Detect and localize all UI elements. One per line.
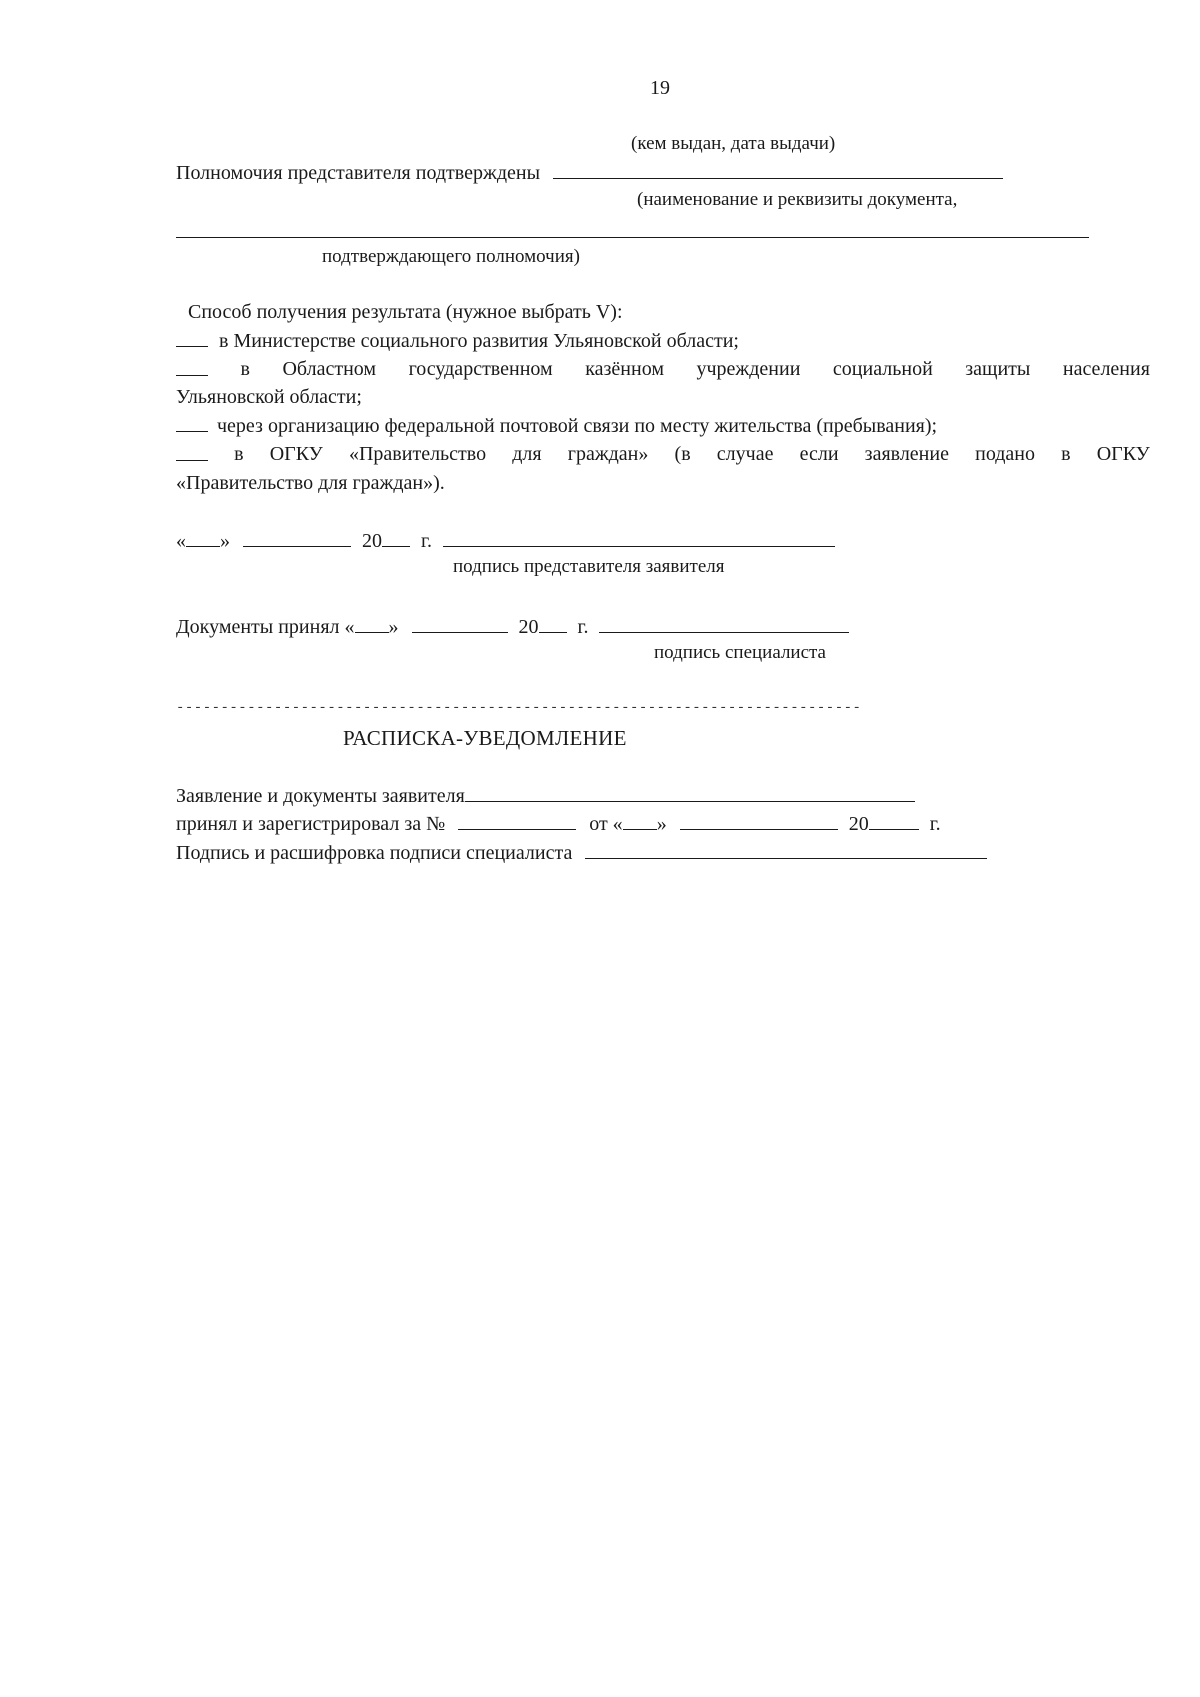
registration-number-field[interactable] bbox=[458, 811, 576, 830]
day-field[interactable] bbox=[186, 528, 220, 547]
year-prefix: 20 bbox=[848, 813, 869, 835]
word: в bbox=[234, 443, 244, 465]
word: ОГКУ bbox=[1096, 443, 1150, 465]
option-post-label: через организацию федеральной почтовой связи по месту жительства (пребывания); bbox=[217, 415, 938, 437]
receipt-signature-label: Подпись и расшифровка подписи специалиста bbox=[176, 842, 573, 864]
close-quote: » bbox=[656, 813, 667, 835]
close-quote: » bbox=[220, 530, 230, 552]
word: для bbox=[512, 443, 542, 465]
option-government-for-citizens bbox=[176, 442, 1150, 466]
document-caption: (наименование и реквизиты документа, bbox=[637, 189, 958, 210]
accepted-day-field[interactable] bbox=[355, 614, 389, 633]
accepted-label: Документы принял « bbox=[176, 616, 355, 638]
receipt-registered-row bbox=[176, 811, 941, 836]
option-post-checkbox[interactable] bbox=[176, 413, 208, 432]
receipt-year-field[interactable] bbox=[869, 811, 919, 830]
receipt-month-field[interactable] bbox=[680, 811, 838, 830]
cut-line: ----------------------------------------------------------------------------- bbox=[176, 700, 862, 716]
option-regional-institution-cont: Ульяновской области; bbox=[176, 386, 362, 408]
applicant-date-row bbox=[176, 528, 835, 553]
receipt-signature-field[interactable] bbox=[585, 840, 987, 859]
word: социальной bbox=[832, 358, 933, 380]
result-method-heading: Способ получения результата (нужное выбрать V): bbox=[188, 301, 623, 323]
authority-document-field[interactable] bbox=[553, 160, 1003, 179]
accepted-year-field[interactable] bbox=[539, 614, 567, 633]
word: населения bbox=[1062, 358, 1150, 380]
receipt-title: РАСПИСКА-УВЕДОМЛЕНИЕ bbox=[343, 726, 627, 750]
word: граждан» bbox=[567, 443, 649, 465]
specialist-signature-caption: подпись специалиста bbox=[654, 642, 826, 663]
close-quote: » bbox=[388, 616, 399, 638]
word: Областном bbox=[282, 358, 377, 380]
option-ministry-label: в Министерстве социального развития Ульяновской области; bbox=[219, 330, 739, 352]
year-suffix: г. bbox=[577, 616, 589, 638]
specialist-signature-field[interactable] bbox=[599, 614, 849, 633]
word: заявление bbox=[864, 443, 949, 465]
accepted-row bbox=[176, 614, 849, 639]
word: в bbox=[1061, 443, 1071, 465]
accepted-month-field[interactable] bbox=[412, 614, 508, 633]
option-ministry bbox=[176, 328, 739, 353]
year-field[interactable] bbox=[382, 528, 410, 547]
authority-document-field-cont[interactable] bbox=[176, 219, 1089, 239]
option-post bbox=[176, 413, 937, 438]
option-government-checkbox[interactable] bbox=[176, 442, 208, 461]
receipt-applicant-row bbox=[176, 783, 915, 808]
year-suffix: г. bbox=[929, 813, 941, 835]
option-ministry-checkbox[interactable] bbox=[176, 328, 208, 347]
option-regional-institution-checkbox[interactable] bbox=[176, 357, 208, 376]
year-suffix: г. bbox=[421, 530, 432, 552]
word: государственном bbox=[408, 358, 553, 380]
word: защиты bbox=[965, 358, 1031, 380]
word: «Правительство bbox=[348, 443, 487, 465]
authority-label: Полномочия представителя подтверждены bbox=[176, 162, 541, 184]
word: учреждении bbox=[696, 358, 801, 380]
applicant-docs-label: Заявление и документы заявителя bbox=[176, 785, 465, 807]
receipt-day-field[interactable] bbox=[623, 811, 657, 830]
receipt-signature-row bbox=[176, 840, 987, 865]
word: казённом bbox=[585, 358, 664, 380]
applicant-name-field[interactable] bbox=[465, 783, 915, 802]
word: (в bbox=[674, 443, 691, 465]
applicant-signature-caption: подпись представителя заявителя bbox=[453, 556, 725, 577]
month-field[interactable] bbox=[243, 528, 351, 547]
confirming-caption: подтверждающего полномочия) bbox=[322, 246, 580, 267]
year-prefix: 20 bbox=[518, 616, 539, 638]
option-regional-institution bbox=[176, 357, 1150, 381]
open-quote: « bbox=[176, 530, 186, 552]
underline bbox=[176, 219, 1089, 238]
year-prefix: 20 bbox=[362, 530, 382, 552]
applicant-signature-field[interactable] bbox=[443, 528, 835, 547]
word: ОГКУ bbox=[269, 443, 323, 465]
authority-row bbox=[176, 160, 1003, 185]
registered-label: принял и зарегистрировал за № bbox=[176, 813, 446, 835]
word: в bbox=[240, 358, 250, 380]
from-label: от « bbox=[589, 813, 623, 835]
page-number: 19 bbox=[650, 77, 670, 99]
word: случае bbox=[716, 443, 774, 465]
word: если bbox=[799, 443, 839, 465]
word: подано bbox=[975, 443, 1035, 465]
option-government-cont: «Правительство для граждан»). bbox=[176, 472, 445, 494]
issued-by-caption: (кем выдан, дата выдачи) bbox=[631, 133, 836, 154]
